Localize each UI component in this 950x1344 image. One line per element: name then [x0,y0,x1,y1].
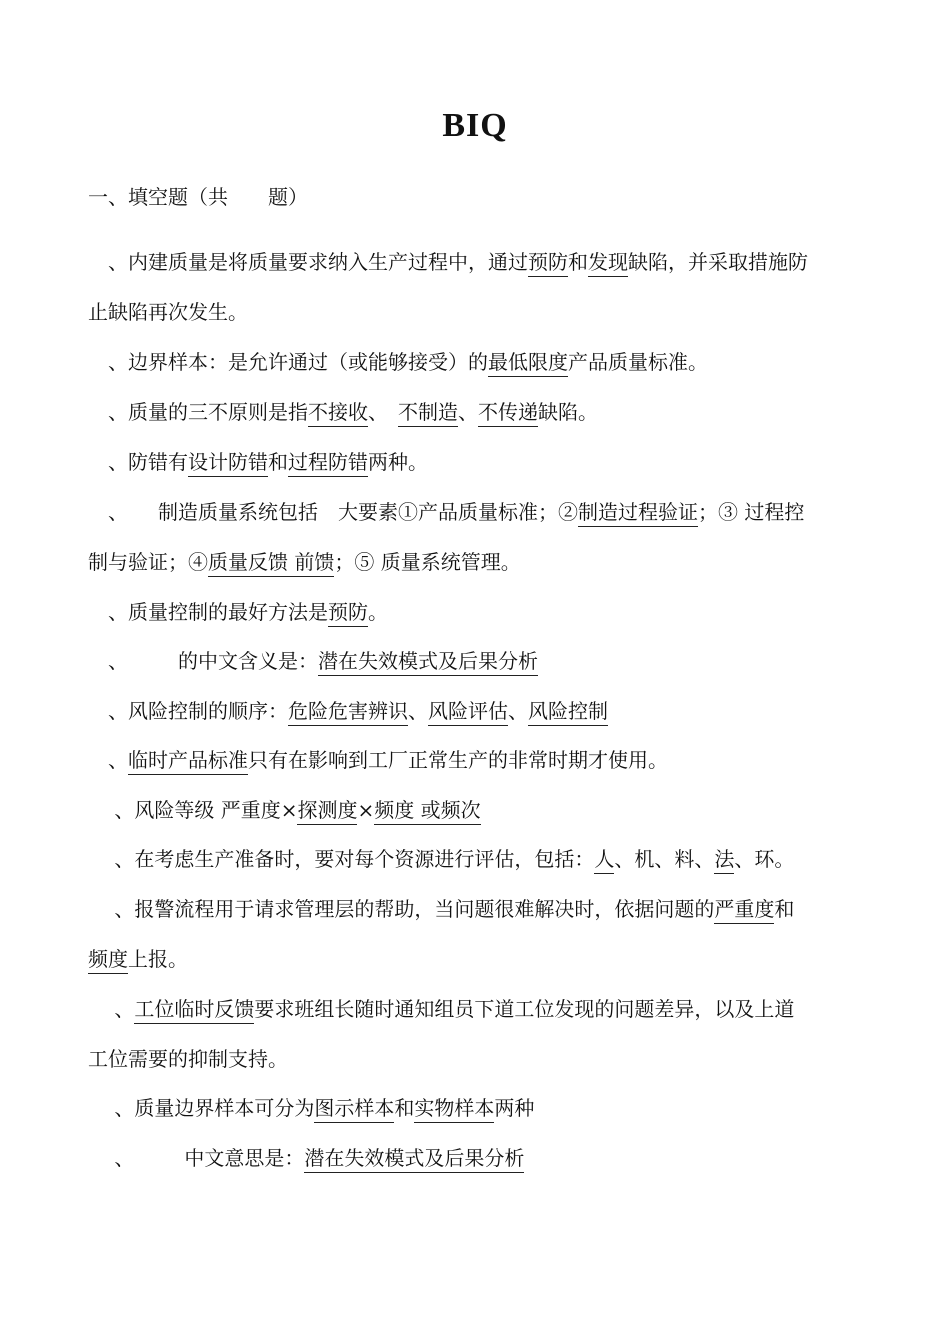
question-line [88,298,878,326]
question-text: 、质量控制的最好方法是 [88,600,328,624]
question-text: 制与验证；④ [88,550,208,574]
question-text: 、质量边界样本可分为 [88,1096,315,1120]
question-text: 、 [458,400,478,424]
answer-blank: 最低限度 [488,350,568,377]
question-text: ；⑤ 质量系统管理。 [334,550,521,574]
question-text: 产品质量标准。 [568,350,708,374]
question-line [88,448,878,476]
question-line [88,598,878,626]
answer-blank: 不制造 [398,400,458,427]
question-text: × [357,798,375,822]
question-line [88,796,878,824]
question-text: 要求班组长随时通知组员下道工位发现的问题差异，以及上道 [254,997,795,1021]
answer-blank: 实物样本 [414,1096,494,1123]
question-text: 止缺陷再次发生。 [88,300,248,324]
answer-blank: 发现 [588,250,628,277]
question-line [88,895,878,923]
question-text: 、 中文意思是： [88,1146,305,1170]
answer-blank: 探测度 [297,798,357,825]
answer-blank: 质量反馈 前馈 [208,550,334,577]
section-heading: 一、填空题（共 题） [88,185,308,209]
question-text: 两种 [494,1096,535,1120]
question-text: 和 [774,897,795,921]
question-line [88,548,878,576]
question-text: 两种。 [368,450,428,474]
answer-blank: 图示样本 [314,1096,394,1123]
question-text: 、内建质量是将质量要求纳入生产过程中，通过 [88,250,528,274]
question-text: 、 [88,997,135,1021]
question-text: 、机、料、 [614,847,715,871]
question-text: 、质量的三不原则是指 [88,400,308,424]
answer-blank: 潜在失效模式及后果分析 [304,1146,524,1173]
question-line [88,1144,878,1172]
question-line [88,697,878,725]
question-text: 、环。 [734,847,795,871]
question-line [88,348,878,376]
document-title: BIQ [442,107,508,144]
question-text: 、报警流程用于请求管理层的帮助，当问题很难解决时，依据问题的 [88,897,715,921]
question-text: 、风险控制的顺序： [88,699,288,723]
question-text: 缺陷。 [538,400,598,424]
question-text: 、 的中文含义是： [88,649,318,673]
question-text: 缺陷，并采取措施防 [628,250,808,274]
question-line [88,746,878,774]
answer-blank: 频度 或频次 [374,798,480,825]
answer-blank: 频度 [88,947,128,974]
question-text: ；③ 过程控 [698,500,805,524]
question-line [88,945,878,973]
answer-blank: 工位临时反馈 [134,997,254,1024]
question-text: 、 制造质量系统包括 大要素①产品质量标准；② [88,500,578,524]
answer-blank: 预防 [528,250,568,277]
question-text: 、防错有 [88,450,188,474]
answer-blank: 风险控制 [528,699,608,726]
question-text: 上报。 [128,947,188,971]
question-line [88,248,878,276]
question-text: 只有在影响到工厂正常生产的非常时期才使用。 [248,748,668,772]
answer-blank: 潜在失效模式及后果分析 [318,649,538,676]
question-text: 、边界样本：是允许通过（或能够接受）的 [88,350,488,374]
answer-blank: 不传递 [478,400,538,427]
question-line [88,995,878,1023]
answer-blank: 预防 [328,600,368,627]
answer-blank: 严重度 [714,897,774,924]
answer-blank: 不接收 [308,400,368,427]
question-text: 。 [368,600,388,624]
question-text: 、 [88,748,128,772]
answer-blank: 危险危害辨识 [288,699,408,726]
question-line [88,498,878,526]
answer-blank: 风险评估 [428,699,508,726]
question-text: 和 [268,450,288,474]
answer-blank: 制造过程验证 [578,500,698,527]
answer-blank: 过程防错 [288,450,368,477]
question-line [88,647,878,675]
question-line [88,1045,878,1073]
answer-blank: 设计防错 [188,450,268,477]
question-text: 、在考虑生产准备时，要对每个资源进行评估，包括： [88,847,595,871]
question-text: 、 [508,699,528,723]
question-text: 和 [394,1096,415,1120]
question-text: 、 [408,699,428,723]
answer-blank: 临时产品标准 [128,748,248,775]
answer-blank: 人 [594,847,614,874]
question-line [88,845,878,873]
question-text: 和 [568,250,588,274]
question-text: 工位需要的抑制支持。 [88,1047,288,1071]
question-text: 、风险等级 严重度× [88,798,298,822]
question-line [88,398,878,426]
answer-blank: 法 [714,847,734,874]
question-text: 、 [368,400,398,424]
question-line [88,1094,878,1122]
